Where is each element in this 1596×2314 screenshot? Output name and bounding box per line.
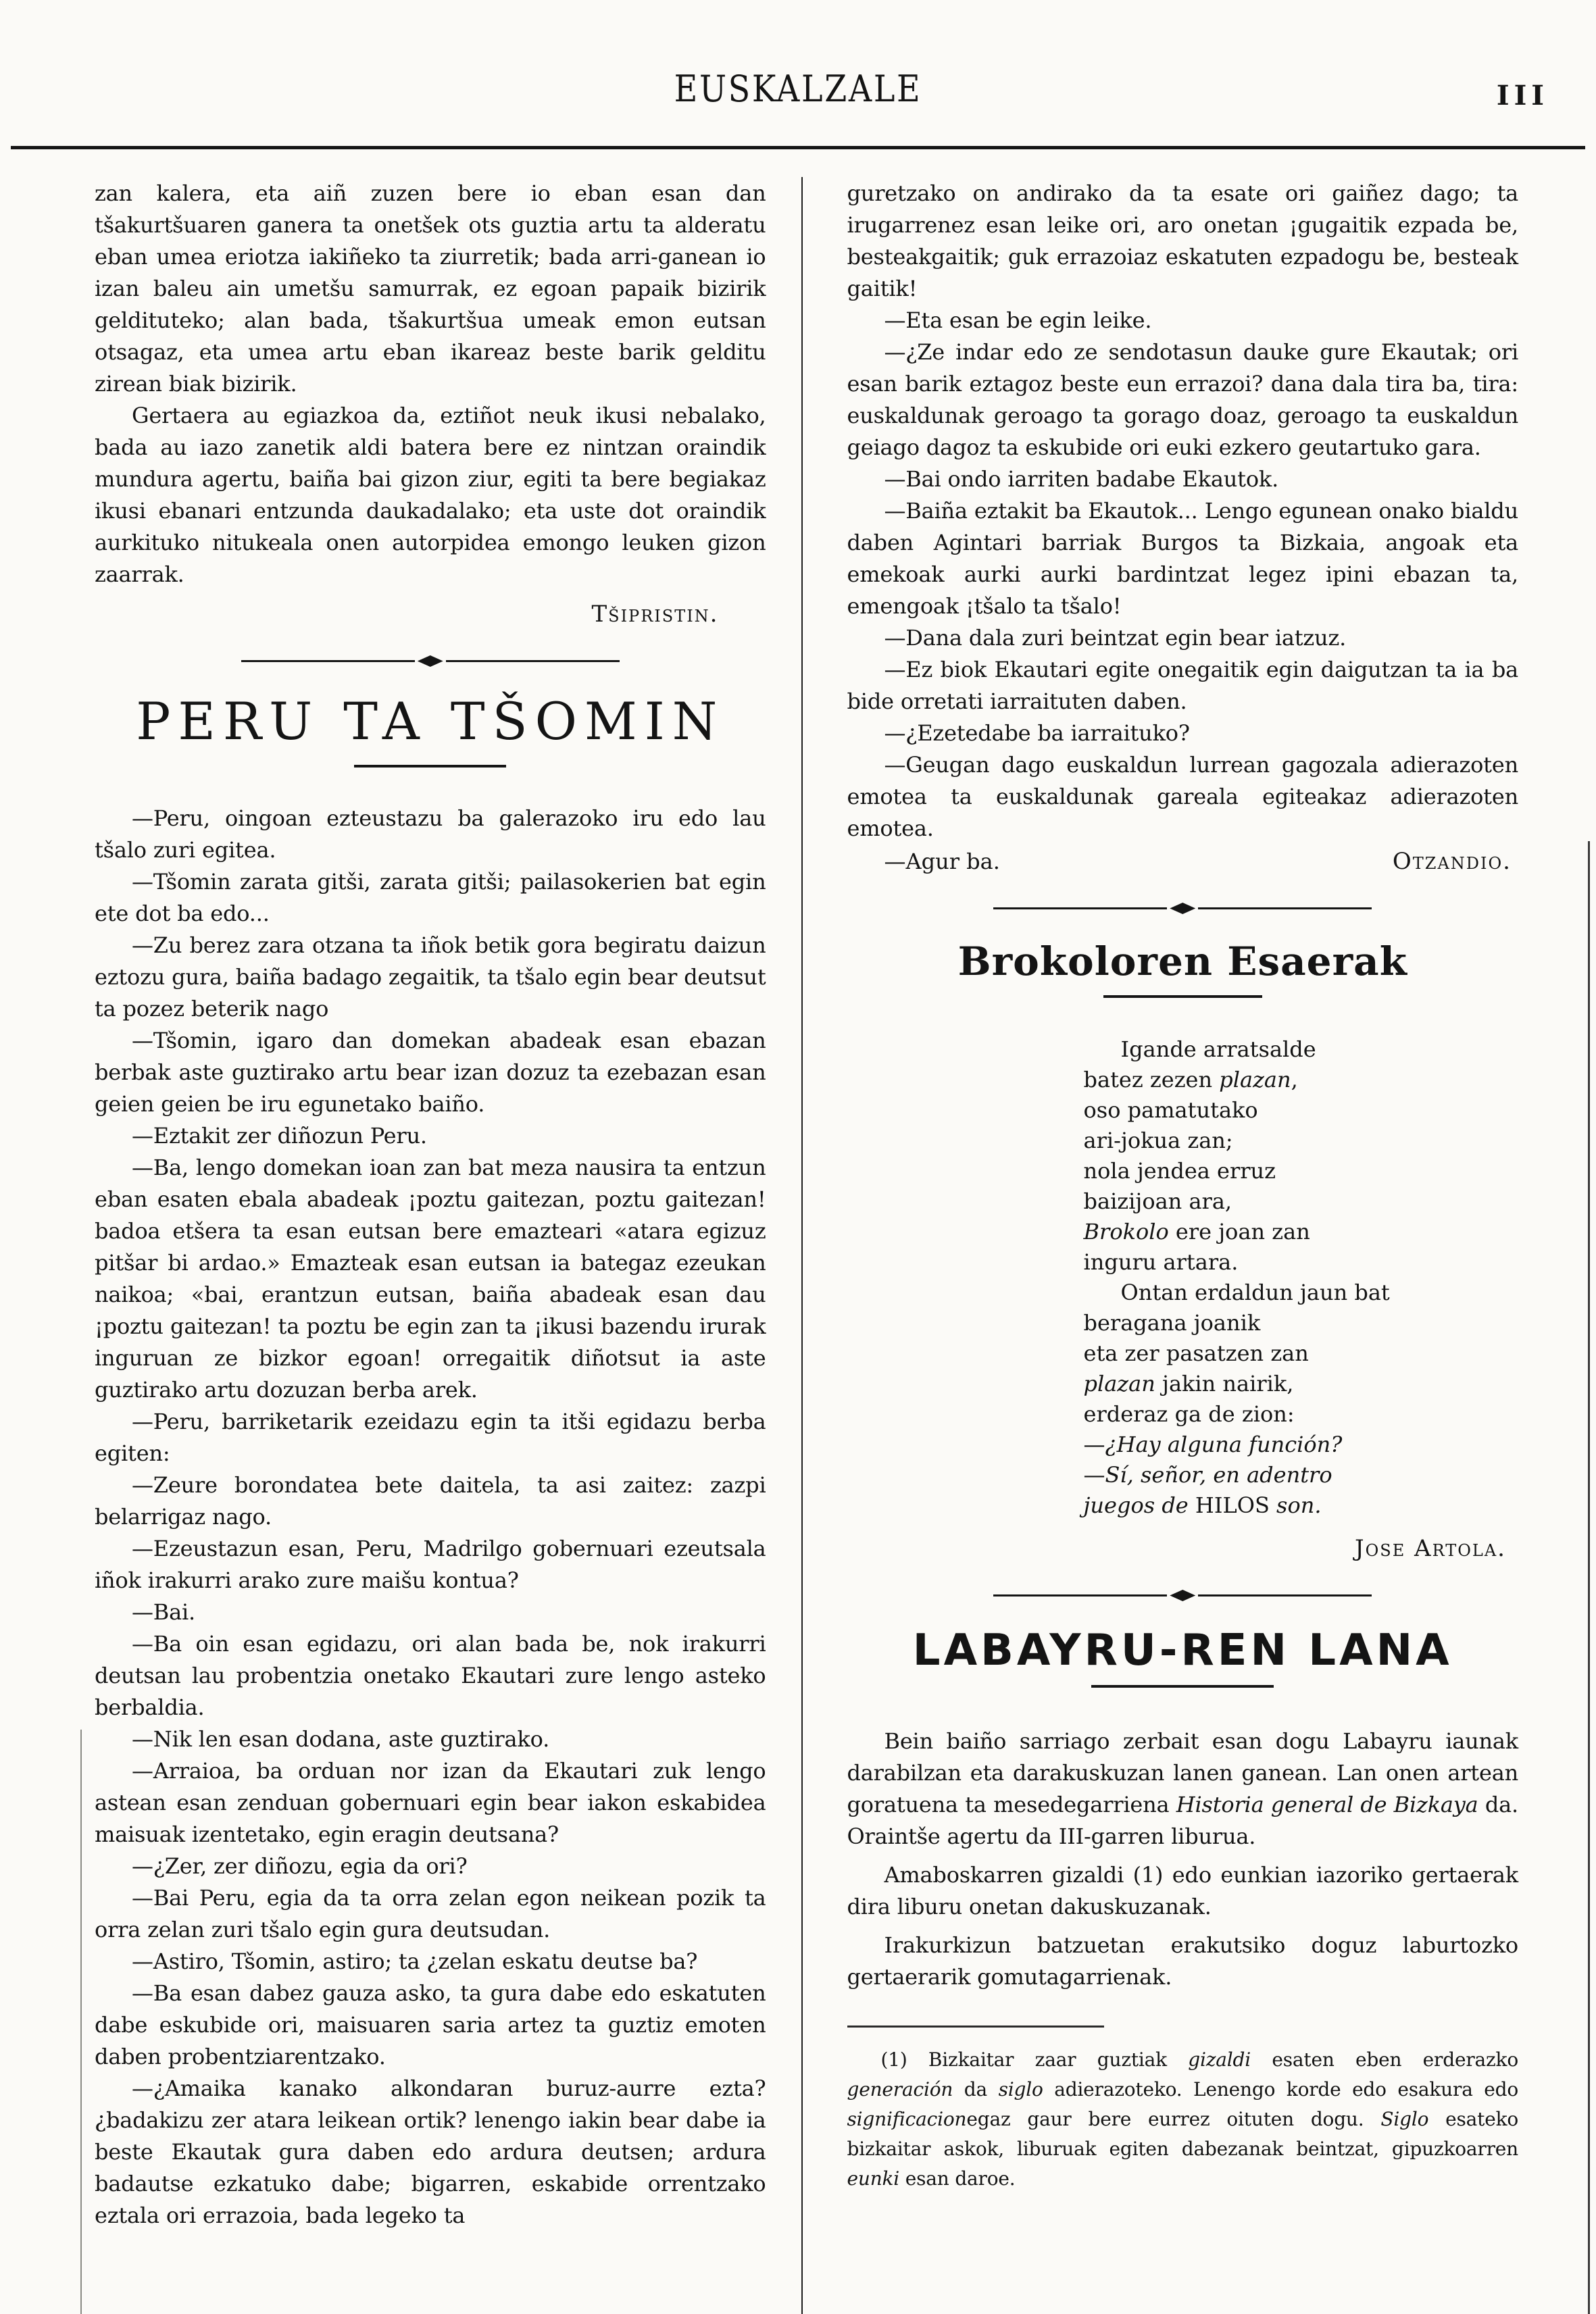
poem-line: nola jendea erruz xyxy=(1083,1158,1276,1184)
dialogue-paragraph: —Astiro, Tšomin, astiro; ta ¿zelan eskatu deutse ba? xyxy=(132,1948,698,1974)
poem-line: plazan jakin nairik, xyxy=(1083,1371,1294,1397)
dialogue-paragraph: —Baiña eztakit ba Ekautok... Lengo egunean onako bialdu daben Agintari barriak Burgos ta Bizkaia, angoak eta emekoak aurki aurki bardintzat legez ipini ebazan ta, emengoak ¡tšalo ta tšalo! xyxy=(847,498,1518,619)
dialogue-paragraph: —Nik len esan dodana, aste guztirako. xyxy=(132,1726,550,1752)
diamond-ornament-icon xyxy=(1170,1590,1195,1601)
dialogue-paragraph: —Eztakit zer diñozun Peru. xyxy=(132,1123,427,1149)
scan-edge-right xyxy=(1588,841,1590,2314)
column-divider-rule xyxy=(801,177,803,2314)
divider-line xyxy=(241,660,415,662)
farewell-row xyxy=(847,845,1519,878)
dialogue-paragraph: —Ba esan dabez gauza asko, ta gura dabe edo eskatuten dabe eskubide ori, maisuaren saria artez ta guztiz emoten daben probentziarentzako. xyxy=(95,1980,766,2069)
footnote-rule xyxy=(847,2026,1104,2028)
divider-line xyxy=(1198,907,1372,909)
dialogue-paragraph: —Geugan dago euskaldun lurrean gagozala adierazoten emotea ta euskaldunak gareala egiteakaz adierazoten emotea. xyxy=(847,752,1518,841)
poem-line: Brokolo ere joan zan xyxy=(1083,1219,1310,1244)
author-signature: Jose Artola. xyxy=(1354,1535,1506,1562)
two-column-layout xyxy=(0,149,1596,2232)
poem-line: eta zer pasatzen zan xyxy=(1083,1340,1309,1366)
title-rule xyxy=(1103,995,1262,998)
divider-line xyxy=(993,907,1167,909)
poem-line: baizijoan ara, xyxy=(1083,1188,1232,1214)
page-header xyxy=(0,0,1596,123)
dialogue-paragraph: —Zeure borondatea bete daitela, ta asi zaitez: zazpi belarrigaz nago. xyxy=(95,1472,766,1530)
divider-line xyxy=(1198,1594,1372,1596)
diamond-ornament-icon xyxy=(418,655,443,667)
diamond-ornament-icon xyxy=(1170,903,1195,914)
title-rule xyxy=(1091,1685,1274,1688)
dialogue-paragraph: —¿Zer, zer diñozu, egia da ori? xyxy=(132,1853,468,1879)
paragraph: guretzako on andirako da ta esate ori gaiñez dago; ta irugarrenez esan leike ori, aro onetan ¡gugaitik ezpada be, besteakgaitik; guk errazoiaz eskatuten ezpadogu be, besteak gaitik! xyxy=(847,180,1518,301)
story-title: PERU TA TŠOMIN xyxy=(136,691,725,751)
divider-line xyxy=(993,1594,1167,1596)
dialogue-paragraph: —Ba, lengo domekan ioan zan bat meza nausira ta entzun eban esaten ebala abadeak ¡poztu gaitezan, poztu gaitezan! badoa etšera ta esan eutsan bere emazteari «atara egizuz pitšar bi ardao.» Emazteak esan eutsan ia bategaz ezeukan naikoa; «bai, erantzun eutsan, baiña abadeak esan dau ¡poztu gaitezan! ta poztu be egin zan ta ¡ikusi bazendu irurak inguruan ze bizkor egoan! orregaitik diñotsut ia aste guztirako artu dozuzan berba arek. xyxy=(95,1155,766,1403)
paragraph: Irakurkizun batzuetan erakutsiko doguz laburtozko gertaerarik gomutagarrienak. xyxy=(847,1932,1518,1990)
paragraph: Amaboskarren gizaldi (1) edo eunkian iazoriko gertaerak dira liburu onetan dakuskuzanak. xyxy=(847,1862,1518,1919)
dialogue-paragraph: —Bai Peru, egia da ta orra zelan egon neikean pozik ta orra zelan zuri tšalo egin gura deutsudan. xyxy=(95,1885,766,1942)
dialogue-paragraph: —Ba oin esan egidazu, ori alan bada be, nok irakurri deutsan lau probentzia onetako Ekautari zure lengo asteko berbaldia. xyxy=(95,1631,766,1720)
paragraph: Bein baiño sarriago zerbait esan dogu Labayru iaunak darabilzan eta darakuskuzan lanen ganean. Lan onen artean goratuena ta mesedegarriena Historia general de Bizkaya da. Oraintše agertu da III-garren liburua. xyxy=(847,1728,1519,1849)
poem-title: Brokoloren Esaerak xyxy=(957,938,1407,984)
paragraph: Gertaera au egiazkoa da, eztiñot neuk ikusi nebalako, bada au iazo zanetik aldi batera bere ez nintzan oraindik mundura agertu, baiña bai gizon ziur, egiti ta bere begiakaz ikusi ebanari entzunda daukadalako; eta uste dot oraindik aurkituko nitukeala onen autorpidea emongo leuken gizon zaarrak. xyxy=(95,403,766,587)
dialogue-paragraph: —¿Ezetedabe ba iarraituko? xyxy=(884,720,1190,746)
dialogue-paragraph: —¿Amaika kanako alkondaran buruz-aurre ezta? ¿badakizu zer atara leikean ortik? lenengo iakin bear dabe ia beste Ekautak gura daben edo ardura deutsen; ardura badautse ezkatuko dabe; bigarren, eskabide orrentzako eztala ori errazoia, bada legeko ta xyxy=(95,2076,766,2228)
poem-line: ari-jokua zan; xyxy=(1083,1128,1233,1153)
poem-line: juegos de HILOS son. xyxy=(1083,1492,1322,1518)
page-number: III xyxy=(1496,80,1549,111)
poem-line: —¿Hay alguna función? xyxy=(1083,1432,1343,1457)
dialogue-paragraph: —¿Ze indar edo ze sendotasun dauke gure Ekautak; ori esan barik eztagoz beste eun errazoi? dana dala tira ba, tira: euskaldunak geroago ta gorago doaz, geroago ta euskaldun geiago dagoz ta eskubide ori euki ezkero geutartuko gara. xyxy=(847,339,1518,460)
section-divider xyxy=(241,655,620,667)
footnote: (1) Bizkaitar zaar guztiak gizaldi esaten eben erderazko generación da siglo adierazoteko. Lenengo korde edo esakura edo significacionegaz gaur bere eurrez oituten dogu. Siglo esateko bizkaitar askok, liburuak egiten dabezanak beintzat, gipuzkoarren eunki esan daroe. xyxy=(847,2048,1519,2190)
article-title: LABAYRU-REN LANA xyxy=(912,1626,1453,1676)
dialogue-paragraph: —Bai ondo iarriten badabe Ekautok. xyxy=(884,466,1279,492)
dialogue-paragraph: —Tšomin, igaro dan domekan abadeak esan ebazan berbak aste guztirako artu bear izan dozuz ta ezebazan esan geien geien be iru egunetako baiño. xyxy=(95,1028,766,1117)
journal-title: EUSKALZALE xyxy=(674,68,922,110)
poem-line: beragana joanik xyxy=(1083,1310,1261,1336)
poem-line: —Sí, señor, en adentro xyxy=(1083,1462,1332,1488)
poem-line: Ontan erdaldun jaun bat xyxy=(1120,1280,1390,1305)
dialogue-paragraph: —Arraioa, ba orduan nor izan da Ekautari zuk lengo astean esan zenduan gobernuari egin bear iakon eskabidea maisuak izentetako, egin eragin deutsana? xyxy=(95,1758,766,1847)
poem-line: erderaz ga de zion: xyxy=(1083,1401,1295,1427)
dialogue-paragraph: —Ezeustazun esan, Peru, Madrilgo gobernuari ezeutsala iñok irakurri arako zure maišu kontua? xyxy=(95,1536,766,1593)
dialogue-paragraph: —Eta esan be egin leike. xyxy=(884,307,1152,333)
section-divider xyxy=(993,1590,1372,1601)
dialogue-paragraph: —Peru, barriketarik ezeidazu egin ta itši egidazu berba egiten: xyxy=(95,1409,766,1466)
dialogue-paragraph: —Dana dala zuri beintzat egin bear iatzuz. xyxy=(884,625,1347,651)
farewell-line: —Agur ba. xyxy=(884,849,1000,874)
paragraph: zan kalera, eta aiñ zuzen bere io eban esan dan tšakurtšuaren ganera ta onetšek ots guztia artu ta alderatu eban umea eriotza iakiñeko ta ziurretik; bada arri-ganean io izan baleu ain umetšu samurrak, ez egoan papaik bizirik geldituteko; alan bada, tšakurtšua umeak emon eutsan otsagaz, eta umea artu eban ikareaz beste barik gelditu zirean biak bizirik. xyxy=(95,180,766,397)
divider-line xyxy=(446,660,620,662)
scan-edge-left xyxy=(80,1730,82,2314)
poem-line: batez zezen plazan, xyxy=(1083,1067,1298,1092)
author-signature: Otzandio. xyxy=(1392,848,1512,875)
dialogue-paragraph: —Tšomin zarata gitši, zarata gitši; pailasokerien bat egin ete dot ba edo... xyxy=(95,869,766,926)
poem-line: oso pamatutako xyxy=(1083,1097,1258,1123)
poem-line: Igande arratsalde xyxy=(1120,1036,1316,1062)
poem xyxy=(1084,1034,1519,1521)
dialogue-paragraph: —Peru, oingoan ezteustazu ba galerazoko iru edo lau tšalo zuri egitea. xyxy=(95,805,766,863)
dialogue-paragraph: —Ez biok Ekautari egite onegaitik egin daigutzan ta ia ba bide orretati iarraituten daben. xyxy=(847,657,1518,714)
title-rule xyxy=(354,765,506,768)
dialogue-paragraph: —Bai. xyxy=(132,1599,196,1625)
poem-line: inguru artara. xyxy=(1083,1249,1239,1275)
right-column xyxy=(847,178,1519,2232)
left-column xyxy=(95,178,766,2232)
author-signature: Tšipristin. xyxy=(591,601,719,628)
section-divider xyxy=(993,903,1372,914)
dialogue-paragraph: —Zu berez zara otzana ta iñok betik gora begiratu daizun eztozu gura, baiña badago zegaitik, ta tšalo egin bear deutsut ta pozez beterik nago xyxy=(95,932,766,1022)
